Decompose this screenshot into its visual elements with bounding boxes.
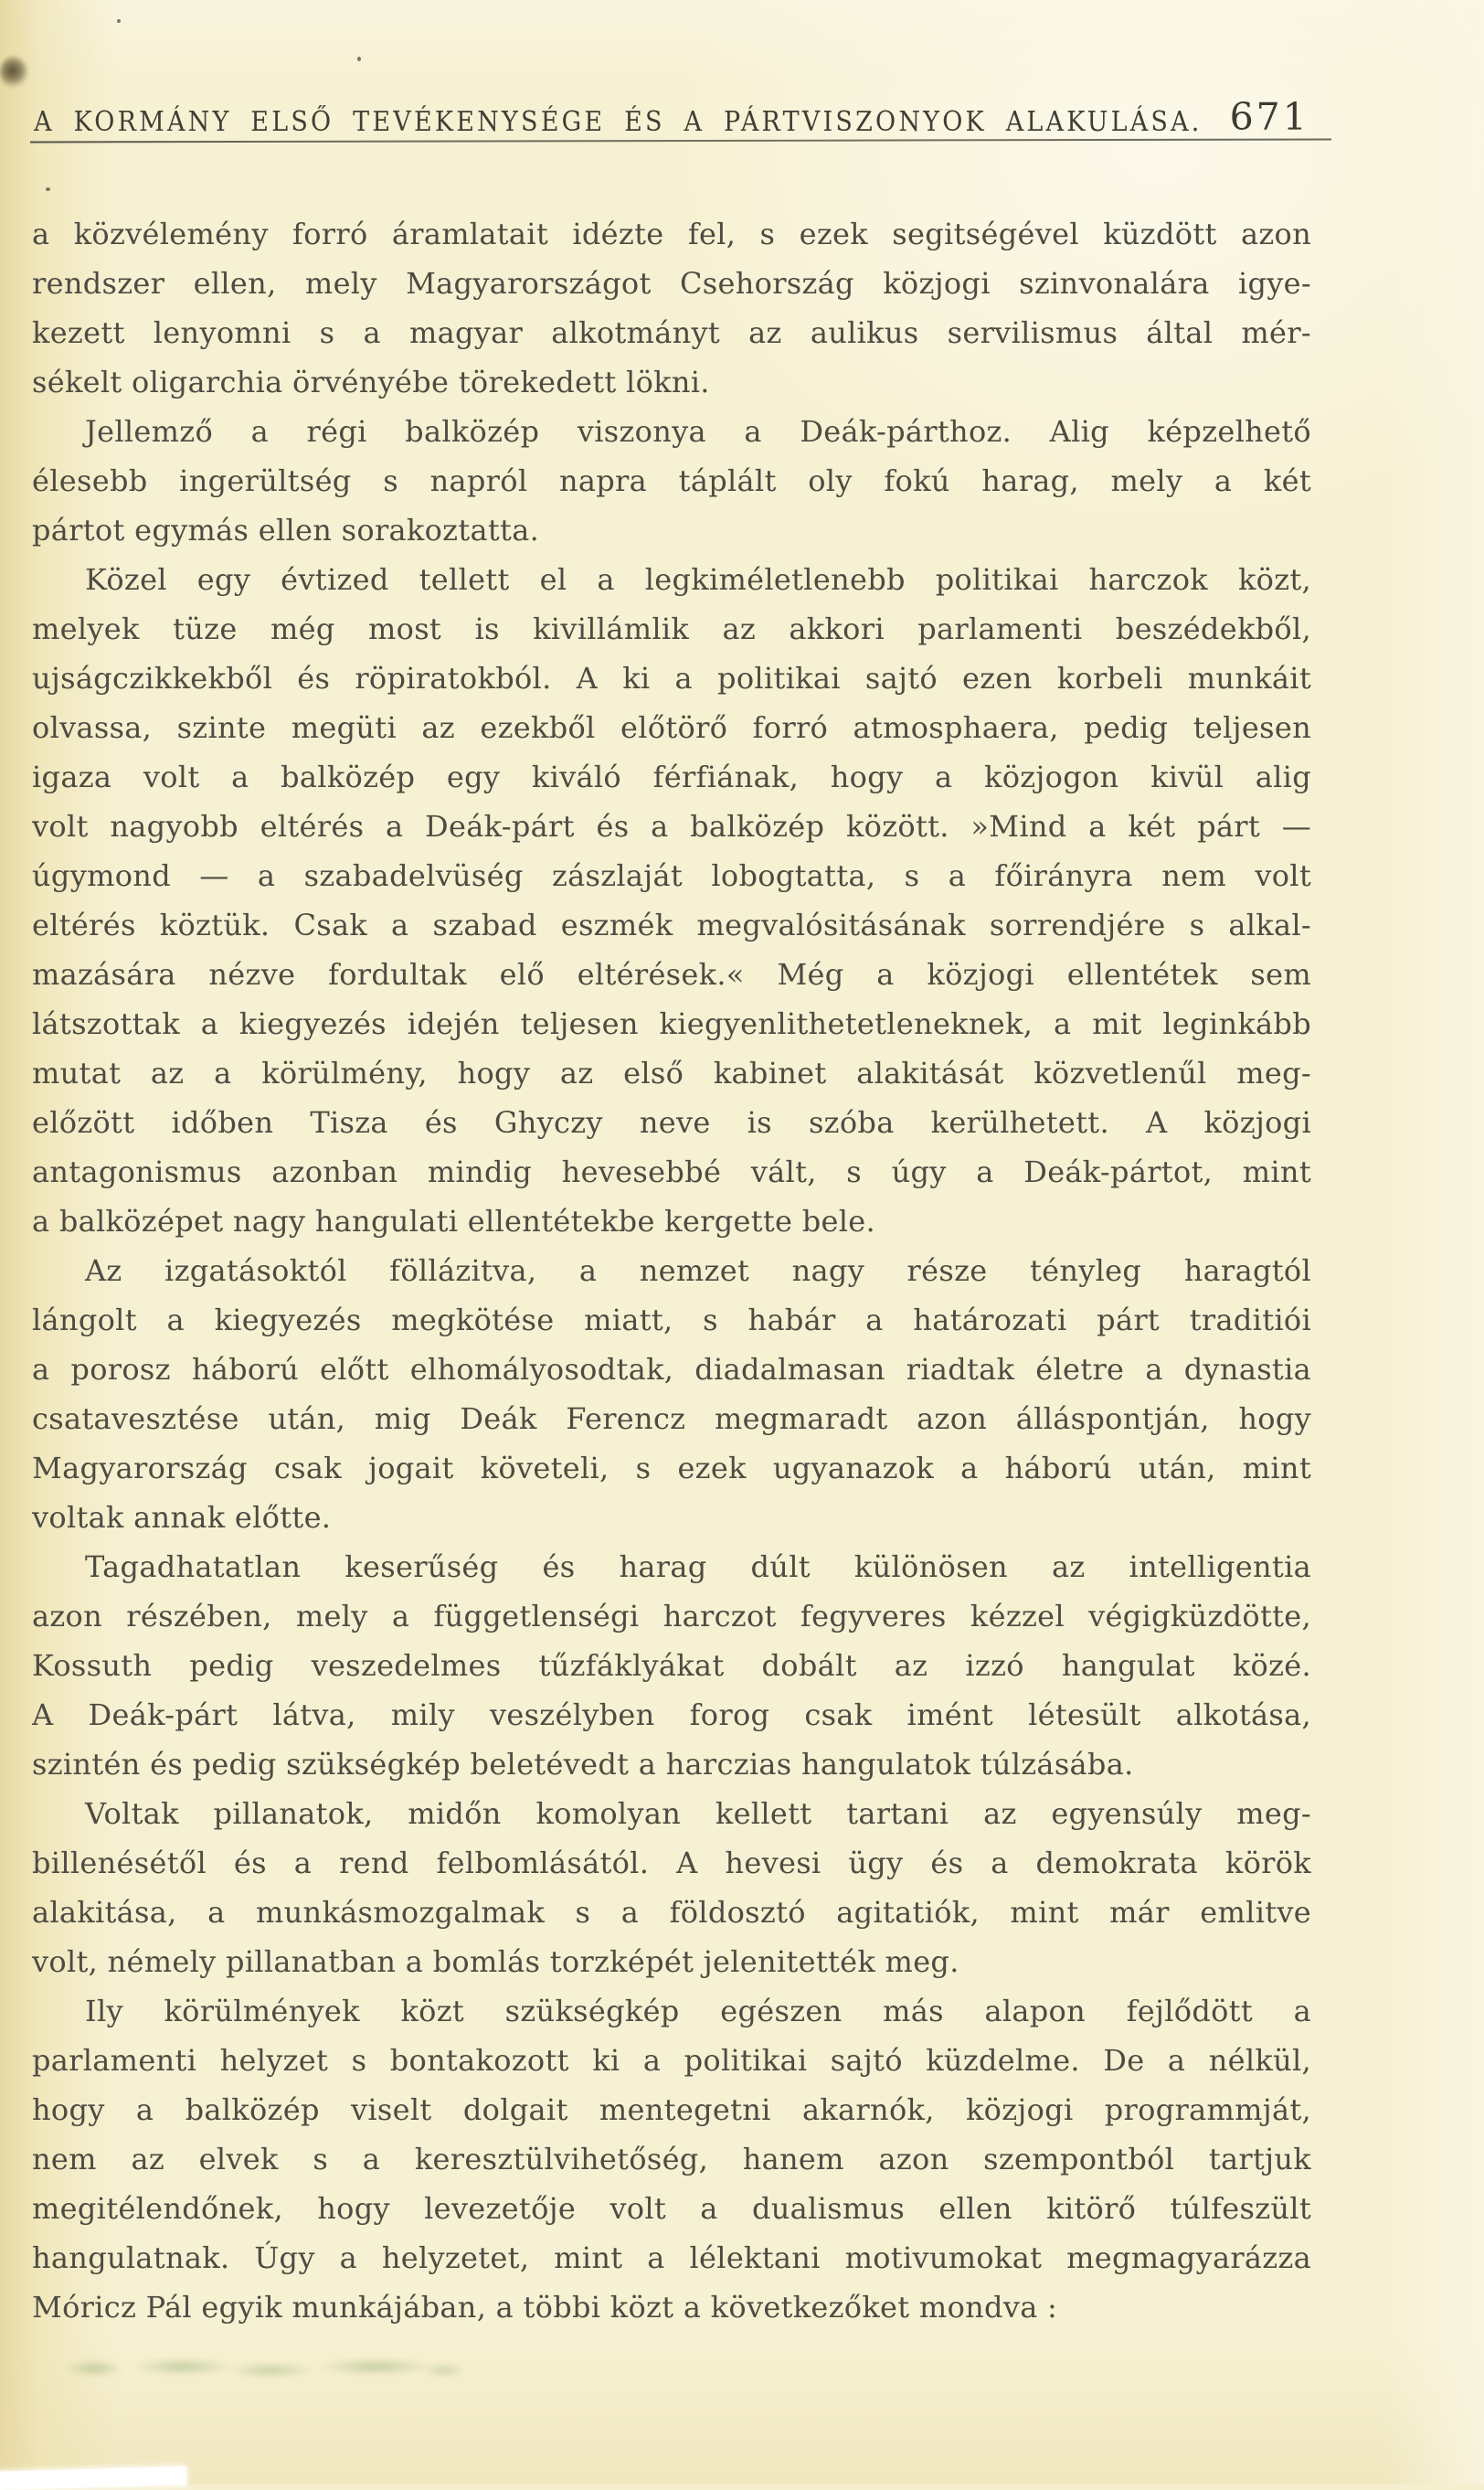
text-line: Ily körülmények közt szükségkép egészen más alapon fejlődött a bbox=[85, 1994, 1311, 2028]
text-line: mutat az a körülmény, hogy az első kabinet alakitását közvetlenűl meg- bbox=[32, 1056, 1311, 1091]
text-line: sékelt oligarchia örvényébe törekedett lökni. bbox=[32, 365, 710, 399]
page-number: 671 bbox=[1229, 95, 1309, 139]
text-line: élesebb ingerültség s napról napra táplált oly fokú harag, mely a két bbox=[32, 463, 1311, 498]
text-line: előzött időben Tisza és Ghyczy neve is szóba kerülhetett. A közjogi bbox=[32, 1105, 1311, 1140]
text-line: Az izgatásoktól föllázitva, a nemzet nagy része tényleg haragtól bbox=[85, 1253, 1311, 1288]
paragraph bbox=[32, 209, 1311, 407]
dust-speck bbox=[357, 57, 361, 61]
paragraph bbox=[32, 1789, 1311, 1986]
text-line: antagonismus azonban mindig hevesebbé vált, s úgy a Deák-pártot, mint bbox=[32, 1155, 1311, 1189]
text-line: volt nagyobb eltérés a Deák-párt és a balközép között. »Mind a két párt — bbox=[32, 809, 1311, 844]
text-line: Magyarország csak jogait követeli, s ezek ugyanazok a háború után, mint bbox=[32, 1451, 1311, 1485]
text-line: olvassa, szinte megüti az ezekből előtörő forró atmosphaera, pedig teljesen bbox=[32, 710, 1311, 745]
text-line: szintén és pedig szükségkép beletévedt a harczias hangulatok túlzásába. bbox=[32, 1747, 1134, 1782]
paragraph bbox=[32, 407, 1311, 555]
paragraph bbox=[32, 1542, 1311, 1789]
text-line: Kossuth pedig veszedelmes tűzfáklyákat dobált az izzó hangulat közé. bbox=[32, 1648, 1311, 1683]
text-line: billenésétől és a rend felbomlásától. A hevesi ügy és a demokrata körök bbox=[32, 1846, 1311, 1880]
text-line: megitélendőnek, hogy levezetője volt a dualismus ellen kitörő túlfeszült bbox=[32, 2191, 1311, 2226]
running-header bbox=[32, 95, 1311, 139]
dust-speck bbox=[117, 19, 121, 23]
text-line: lángolt a kiegyezés megkötése miatt, s habár a határozati párt traditiói bbox=[32, 1303, 1311, 1337]
paragraph bbox=[32, 1246, 1311, 1542]
body-text bbox=[32, 209, 1311, 2332]
text-line: hogy a balközép viselt dolgait mentegetni akarnók, közjogi programmját, bbox=[32, 2092, 1311, 2127]
text-line: pártot egymás ellen sorakoztatta. bbox=[32, 513, 540, 548]
paragraph bbox=[32, 1986, 1311, 2332]
ink-blot-artifact bbox=[0, 57, 27, 88]
dust-speck bbox=[46, 187, 50, 191]
text-line: eltérés köztük. Csak a szabad eszmék megvalósitásának sorrendjére s alkal- bbox=[32, 908, 1311, 942]
text-line: a porosz háború előtt elhomályosodtak, diadalmasan riadtak életre a dynastia bbox=[32, 1352, 1311, 1387]
text-line: rendszer ellen, mely Magyarországot Csehország közjogi szinvonalára igye- bbox=[32, 266, 1311, 301]
text-line: alakitása, a munkásmozgalmak s a földosztó agitatiók, mint már emlitve bbox=[32, 1895, 1311, 1930]
text-line: Közel egy évtized tellett el a legkiméletlenebb politikai harczok közt, bbox=[85, 562, 1311, 597]
text-line: Jellemző a régi balközép viszonya a Deák-párthoz. Alig képzelhető bbox=[85, 414, 1311, 449]
text-line: ujságczikkekből és röpiratokból. A ki a politikai sajtó ezen korbeli munkáit bbox=[32, 661, 1311, 696]
text-line: Voltak pillanatok, midőn komolyan kellett tartani az egyensúly meg- bbox=[85, 1796, 1311, 1831]
paragraph bbox=[32, 555, 1311, 1246]
text-line: voltak annak előtte. bbox=[32, 1500, 332, 1535]
text-line: A Deák-párt látva, mily veszélyben forog csak imént létesült alkotása, bbox=[32, 1697, 1311, 1732]
green-ink-smudge-artifact bbox=[62, 2351, 464, 2386]
text-line: volt, némely pillanatban a bomlás torzképét jelenitették meg. bbox=[32, 1944, 959, 1979]
text-line: azon részében, mely a függetlenségi harczot fegyveres kézzel végigküzdötte, bbox=[32, 1599, 1311, 1633]
scan-edge-artifact bbox=[0, 2466, 186, 2490]
text-line: nem az elvek s a keresztülvihetőség, hanem azon szempontból tartjuk bbox=[32, 2142, 1311, 2176]
text-line: úgymond — a szabadelvüség zászlaját lobogtatta, s a főirányra nem volt bbox=[32, 858, 1311, 893]
text-line: mazására nézve fordultak elő eltérések.« Még a közjogi ellentétek sem bbox=[32, 957, 1311, 992]
text-line: hangulatnak. Úgy a helyzetet, mint a lélektani motivumokat megmagyarázza bbox=[32, 2240, 1311, 2275]
text-line: Móricz Pál egyik munkájában, a többi közt a következőket mondva : bbox=[32, 2290, 1058, 2325]
text-line: a balközépet nagy hangulati ellentétekbe kergette bele. bbox=[32, 1204, 876, 1239]
text-line: látszottak a kiegyezés idején teljesen kiegyenlithetetleneknek, a mit leginkább bbox=[32, 1006, 1311, 1041]
text-line: a közvélemény forró áramlatait idézte fel, s ezek segitségével küzdött azon bbox=[32, 217, 1311, 251]
text-line: kezett lenyomni s a magyar alkotmányt az aulikus servilismus által mér- bbox=[32, 315, 1311, 350]
chapter-title: A KORMÁNY ELSŐ TEVÉKENYSÉGE ÉS A PÁRTVISZONYOK ALAKULÁSA. bbox=[34, 106, 1203, 138]
text-line: Tagadhatatlan keserűség és harag dúlt különösen az intelligentia bbox=[85, 1549, 1311, 1584]
text-line: igaza volt a balközép egy kiváló férfiának, hogy a közjogon kivül alig bbox=[32, 760, 1311, 794]
text-line: parlamenti helyzet s bontakozott ki a politikai sajtó küzdelme. De a nélkül, bbox=[32, 2043, 1311, 2078]
text-line: melyek tüze még most is kivillámlik az akkori parlamenti beszédekből, bbox=[32, 612, 1311, 646]
text-line: csatavesztése után, mig Deák Ferencz megmaradt azon álláspontján, hogy bbox=[32, 1401, 1311, 1436]
